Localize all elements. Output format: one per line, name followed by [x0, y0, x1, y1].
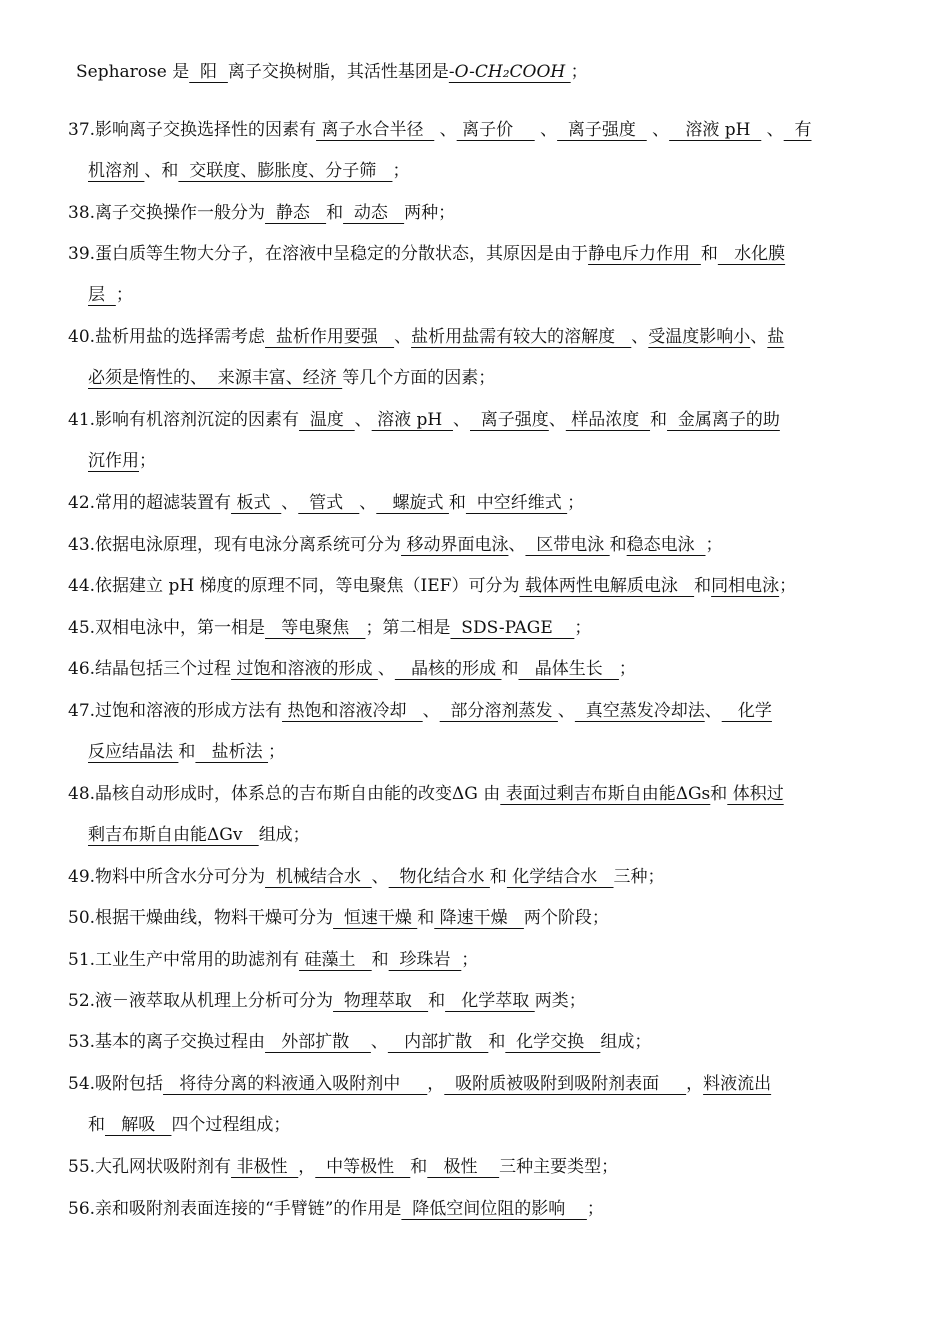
text-segment: 和: [694, 576, 712, 596]
question-39: [68, 234, 884, 316]
text-segment: 、: [434, 120, 457, 140]
text-segment: 38.离子交换操作一般分为: [68, 203, 266, 223]
text-segment: ；: [139, 451, 156, 471]
answer-blank: -O-CH₂COOH: [448, 62, 571, 82]
text-segment: 等几个方面的因素；: [342, 368, 496, 388]
answer-blank: 硅藻土: [299, 950, 372, 970]
answer-blank: 物化结合水: [388, 867, 490, 887]
answer-blank: 部分溶剂蒸发: [439, 701, 558, 721]
answer-blank: 有: [783, 120, 812, 140]
text-segment: ，: [427, 1074, 445, 1094]
text-segment: 45.双相电泳中，第一相是: [68, 618, 266, 638]
answer-blank: 离子强度: [470, 410, 549, 430]
answer-blank: 珍珠岩: [388, 950, 462, 970]
answer-blank: 物理萃取: [333, 991, 429, 1011]
text-segment: 、: [394, 327, 412, 347]
text-segment: ；: [268, 742, 286, 762]
text-segment: ；: [574, 618, 592, 638]
text-segment: 53.基本的离子交换过程由: [68, 1032, 266, 1052]
answer-blank: 盐: [767, 327, 785, 347]
answer-blank: 中等极性: [315, 1157, 411, 1177]
answer-blank: 内部扩散: [387, 1032, 489, 1052]
text-segment: 和: [489, 867, 507, 887]
answer-blank: 稳态电泳: [626, 535, 706, 555]
text-segment: 和: [326, 203, 344, 223]
text-segment: 、: [281, 493, 299, 513]
answer-blank: 阳: [189, 62, 228, 82]
answer-blank: 沉作用: [88, 451, 139, 471]
text-segment: 、和: [144, 161, 179, 181]
text-segment: 和: [88, 1115, 105, 1135]
answer-blank: 离子价: [456, 120, 535, 140]
question-47: [68, 691, 884, 773]
text-segment: 50.根据干燥曲线，物料干燥可分为: [68, 908, 334, 928]
answer-blank: 离子强度: [557, 120, 647, 140]
answer-blank: 同相电泳: [711, 576, 780, 596]
answer-blank: 晶核的形成: [394, 659, 502, 679]
question-sepharose: [76, 52, 892, 93]
text-segment: ，: [298, 1157, 316, 1177]
question-56: [68, 1189, 884, 1230]
text-segment: ；: [570, 62, 588, 82]
text-segment: 两种；: [404, 203, 456, 223]
answer-blank: 载体两性电解质电泳: [519, 576, 695, 596]
answer-blank: 外部扩散: [265, 1032, 371, 1052]
answer-blank: 机械结合水: [265, 867, 372, 887]
answer-blank: 动态: [343, 203, 405, 223]
answer-blank: 化学交换: [505, 1032, 601, 1052]
text-segment: ；: [779, 576, 797, 596]
text-segment: 和: [488, 1032, 506, 1052]
text-segment: 四个过程组成；: [171, 1115, 291, 1135]
text-segment: ；: [618, 659, 636, 679]
answer-blank: 交联度、膨胀度、分子筛: [178, 161, 393, 181]
text-segment: ；: [705, 535, 723, 555]
answer-blank: 反应结晶法: [88, 742, 179, 762]
text-segment: 56.亲和吸附剂表面连接的“手臂链”的作用是: [68, 1199, 402, 1219]
text-segment: 44.依据建立 pH 梯度的原理不同，等电聚焦（IEF）可分为: [68, 576, 520, 596]
question-46: [68, 649, 884, 690]
text-segment: ；: [461, 950, 479, 970]
answer-blank: 等电聚焦: [265, 618, 366, 638]
text-segment: 三种；: [613, 867, 665, 887]
text-segment: 和: [700, 244, 718, 264]
text-segment: 、: [377, 659, 395, 679]
text-segment: 52.液－液萃取从机理上分析可分为: [68, 991, 334, 1011]
text-segment: 和: [178, 742, 196, 762]
answer-blank: 管式: [298, 493, 360, 513]
question-48: [68, 774, 884, 856]
answer-blank: 中空纤维式: [465, 493, 568, 513]
text-segment: 和: [650, 410, 668, 430]
answer-blank: 移动界面电泳: [401, 535, 509, 555]
text-segment: ；: [567, 493, 585, 513]
answer-blank: 吸附质被吸附到吸附剂表面: [444, 1074, 687, 1094]
text-segment: 、: [370, 1032, 388, 1052]
question-40: [68, 317, 884, 399]
answer-blank: 降低空间位阻的影响: [401, 1199, 587, 1219]
answer-blank: 样品浓度: [565, 410, 651, 430]
text-segment: 48.晶核自动形成时，体系总的吉布斯自由能的改变ΔG 由: [68, 784, 501, 804]
answer-blank: 层: [88, 285, 116, 305]
answer-blank: 区带电泳: [525, 535, 610, 555]
text-segment: 离子交换树脂，其活性基团是: [227, 62, 449, 82]
text-segment: 41.影响有机溶剂沉淀的因素有: [68, 410, 300, 430]
answer-blank: 温度: [299, 410, 355, 430]
question-52: [68, 981, 884, 1022]
text-segment: 两类；: [534, 991, 586, 1011]
answer-blank: SDS-PAGE: [450, 618, 575, 638]
answer-blank: 溶液 pH: [371, 410, 453, 430]
text-segment: 和: [428, 991, 446, 1011]
answer-blank: 盐析作用要强: [265, 327, 395, 347]
answer-blank: 机溶剂: [88, 161, 145, 181]
text-segment: 、: [534, 120, 558, 140]
text-segment: 40.盐析用盐的选择需考虑: [68, 327, 266, 347]
text-segment: 、: [422, 701, 440, 721]
text-segment: ，: [686, 1074, 704, 1094]
answer-blank: 化学萃取: [445, 991, 535, 1011]
answer-blank: 金属离子的助: [667, 410, 780, 430]
question-55: [68, 1147, 884, 1188]
answer-blank: 非极性: [231, 1157, 299, 1177]
text-segment: 、: [631, 327, 649, 347]
answer-blank: 将待分离的料液通入吸附剂中: [163, 1074, 428, 1094]
question-50: [68, 898, 884, 939]
text-segment: 、: [508, 535, 526, 555]
text-segment: 43.依据电泳原理，现有电泳分离系统可分为: [68, 535, 402, 555]
answer-blank: 盐析法: [195, 742, 269, 762]
text-segment: 和: [371, 950, 389, 970]
answer-blank: 热饱和溶液冷却: [282, 701, 423, 721]
question-45: [68, 608, 884, 649]
question-53: [68, 1022, 884, 1063]
answer-blank: 剩吉布斯自由能ΔGv: [88, 825, 259, 845]
answer-blank: 化学结合水: [506, 867, 614, 887]
answer-blank: 离子水合半径: [316, 120, 435, 140]
answer-blank: 水化膜: [717, 244, 786, 264]
text-segment: 和: [501, 659, 519, 679]
text-segment: ；第二相是: [365, 618, 451, 638]
text-segment: 三种主要类型；: [499, 1157, 619, 1177]
answer-blank: 板式: [231, 493, 282, 513]
text-segment: 、: [704, 701, 722, 721]
answer-blank: 晶体生长: [518, 659, 619, 679]
question-51: [68, 940, 884, 981]
text-segment: 、: [453, 410, 470, 430]
text-segment: Sepharose 是: [76, 62, 190, 82]
answer-blank: 静态: [265, 203, 327, 223]
answer-blank: 盐析用盐需有较大的溶解度: [411, 327, 632, 347]
answer-blank: 过饱和溶液的形成: [231, 659, 378, 679]
text-segment: 39.蛋白质等生物大分子，在溶液中呈稳定的分散状态，其原因是由于: [68, 244, 589, 264]
text-segment: 和: [410, 1157, 428, 1177]
answer-blank: 受温度影响小: [648, 327, 751, 347]
text-segment: 、: [646, 120, 670, 140]
text-segment: 47.过饱和溶液的形成方法有: [68, 701, 283, 721]
text-segment: 54.吸附包括: [68, 1074, 164, 1094]
question-44: [68, 566, 884, 607]
answer-blank: 体积过: [727, 784, 784, 804]
text-segment: 、: [371, 867, 389, 887]
answer-blank: 化学: [721, 701, 772, 721]
question-41: [68, 400, 884, 482]
answer-blank: 极性: [427, 1157, 500, 1177]
text-segment: 、: [557, 701, 575, 721]
text-segment: 37.影响离子交换选择性的因素有: [68, 120, 317, 140]
text-segment: 、: [761, 120, 784, 140]
text-segment: 49.物料中所含水分可分为: [68, 867, 266, 887]
text-segment: 55.大孔网状吸附剂有: [68, 1157, 232, 1177]
question-54: [68, 1064, 884, 1146]
answer-blank: 降速干燥: [434, 908, 524, 928]
text-segment: 和: [609, 535, 627, 555]
answer-blank: 来源丰富、经济: [207, 368, 343, 388]
answer-blank: 螺旋式: [376, 493, 449, 513]
answer-blank: 静电斥力作用: [588, 244, 701, 264]
question-38: [68, 193, 884, 234]
text-segment: 、: [750, 327, 768, 347]
text-segment: ；: [392, 161, 410, 181]
answer-blank: 溶液 pH: [669, 120, 762, 140]
text-segment: ；: [115, 285, 133, 305]
text-segment: 和: [710, 784, 728, 804]
answer-blank: 表面过剩吉布斯自由能ΔGs: [500, 784, 711, 804]
text-segment: 、: [354, 410, 372, 430]
question-42: [68, 483, 884, 524]
text-segment: 两个阶段；: [523, 908, 609, 928]
question-49: [68, 857, 884, 898]
text-segment: 、: [359, 493, 377, 513]
text-segment: 和: [448, 493, 466, 513]
question-43: [68, 525, 884, 566]
question-37: [68, 110, 884, 192]
text-segment: 42.常用的超滤装置有: [68, 493, 232, 513]
answer-blank: 料液流出: [703, 1074, 772, 1094]
answer-blank: 必须是惰性的、: [88, 368, 207, 388]
answer-blank: 解吸: [105, 1115, 172, 1135]
text-segment: 51.工业生产中常用的助滤剂有: [68, 950, 300, 970]
text-segment: 46.结晶包括三个过程: [68, 659, 232, 679]
text-segment: ；: [586, 1199, 604, 1219]
text-segment: 和: [417, 908, 435, 928]
answer-blank: 真空蒸发冷却法: [574, 701, 705, 721]
text-segment: 、: [548, 410, 566, 430]
answer-blank: 恒速干燥: [333, 908, 418, 928]
text-segment: 组成；: [258, 825, 310, 845]
text-segment: 组成；: [600, 1032, 652, 1052]
